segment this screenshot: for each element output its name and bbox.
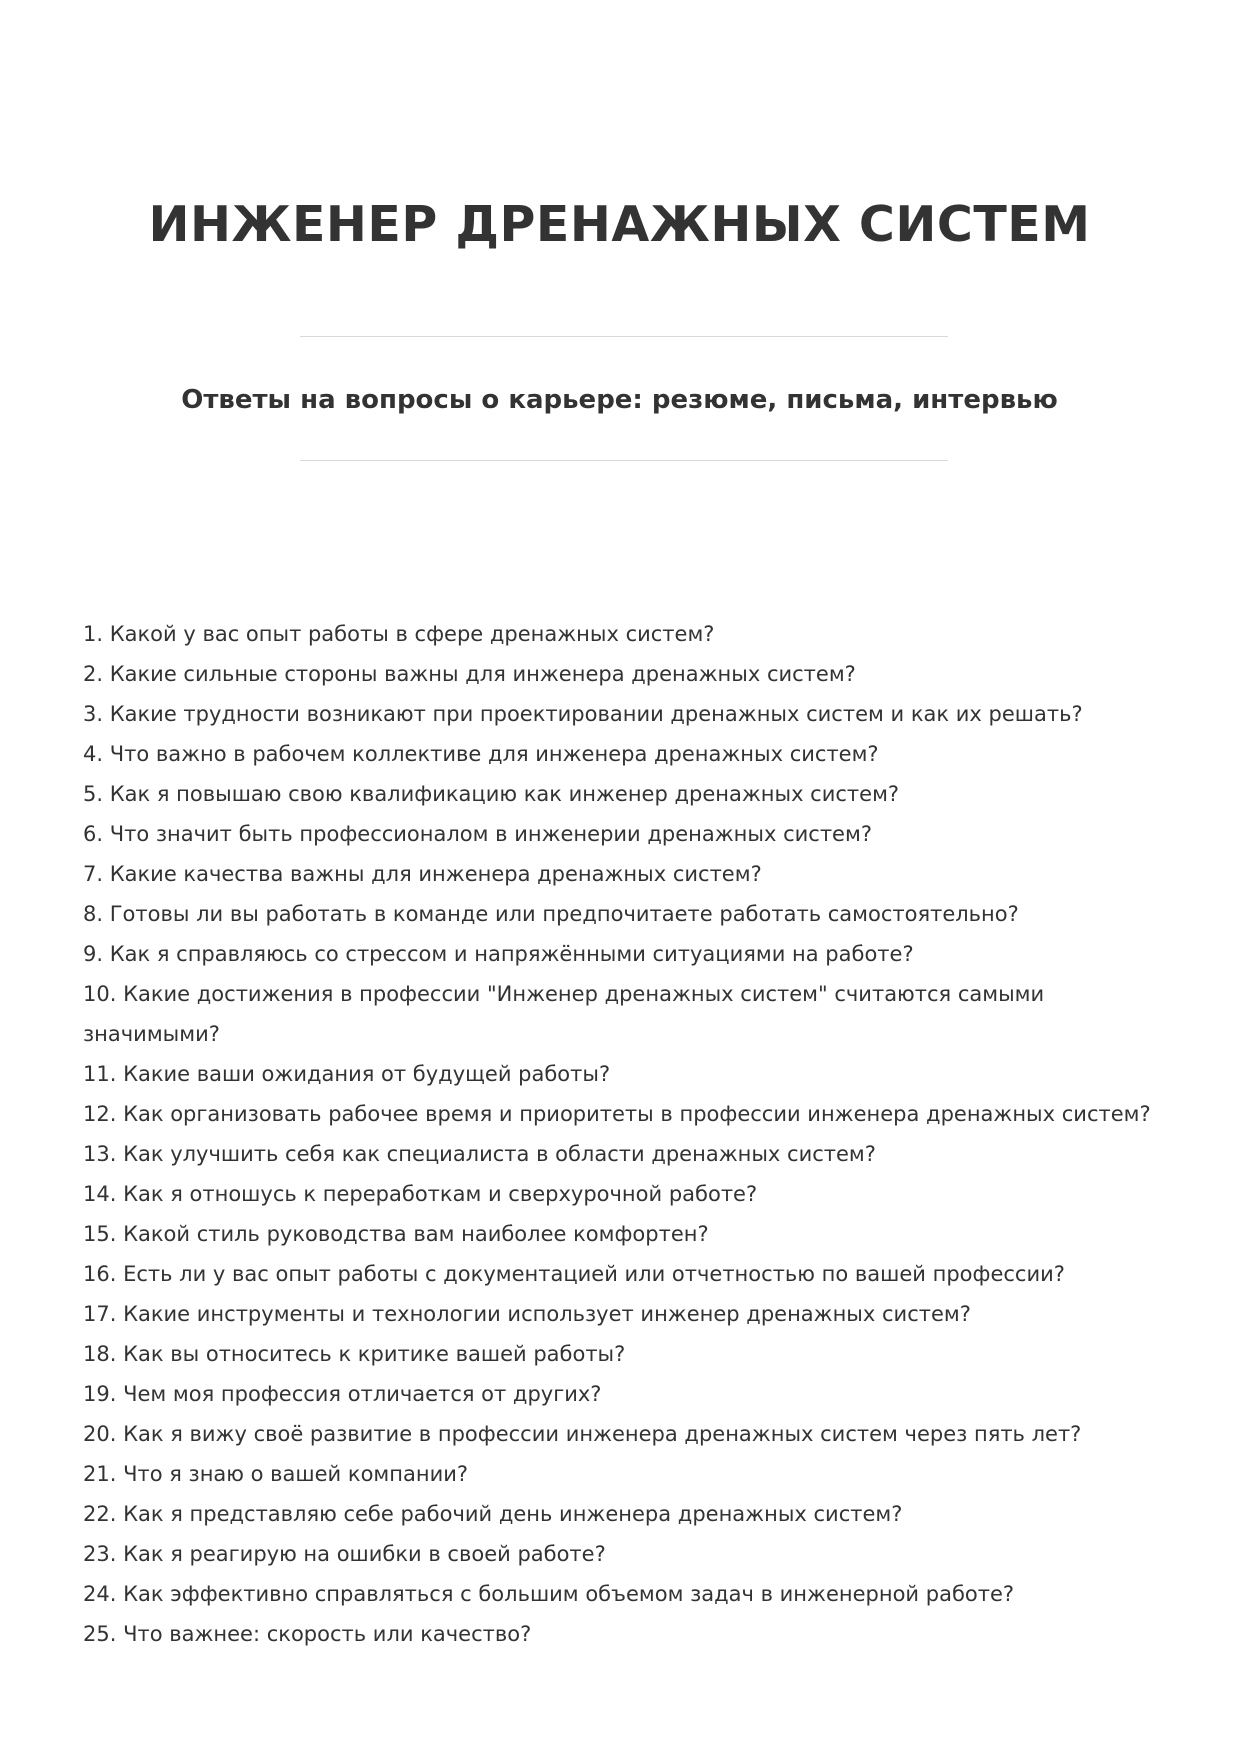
question-list <box>83 614 1163 1654</box>
subtitle-divider <box>300 460 948 461</box>
question-item: 25. Что важнее: скорость или качество? <box>83 1622 532 1646</box>
question-item: 17. Какие инструменты и технологии использует инженер дренажных систем? <box>83 1302 971 1326</box>
question-item: 4. Что важно в рабочем коллективе для инженера дренажных систем? <box>83 742 879 766</box>
question-item: 2. Какие сильные стороны важны для инженера дренажных систем? <box>83 662 856 686</box>
question-item: 6. Что значит быть профессионалом в инженерии дренажных систем? <box>83 822 872 846</box>
question-item: 19. Чем моя профессия отличается от других? <box>83 1382 602 1406</box>
question-item: 15. Какой стиль руководства вам наиболее комфортен? <box>83 1222 709 1246</box>
title-divider <box>300 336 948 337</box>
question-item: 21. Что я знаю о вашей компании? <box>83 1462 469 1486</box>
document-title: ИНЖЕНЕР ДРЕНАЖНЫХ СИСТЕМ <box>148 196 1091 253</box>
question-item: 12. Как организовать рабочее время и приоритеты в профессии инженера дренажных систем? <box>83 1102 1151 1126</box>
question-item: 14. Как я отношусь к переработкам и сверхурочной работе? <box>83 1182 758 1206</box>
question-item: 20. Как я вижу своё развитие в профессии инженера дренажных систем через пять лет? <box>83 1422 1082 1446</box>
document-subtitle: Ответы на вопросы о карьере: резюме, письма, интервью <box>181 385 1058 415</box>
question-item: 24. Как эффективно справляться с большим объемом задач в инженерной работе? <box>83 1582 1015 1606</box>
question-item: 9. Как я справляюсь со стрессом и напряжёнными ситуациями на работе? <box>83 942 914 966</box>
question-item: 23. Как я реагирую на ошибки в своей работе? <box>83 1542 606 1566</box>
question-item: 8. Готовы ли вы работать в команде или предпочитаете работать самостоятельно? <box>83 902 1019 926</box>
question-item: 11. Какие ваши ожидания от будущей работы? <box>83 1062 611 1086</box>
question-item: 1. Какой у вас опыт работы в сфере дренажных систем? <box>83 622 715 646</box>
question-item: 13. Как улучшить себя как специалиста в области дренажных систем? <box>83 1142 876 1166</box>
question-item: 7. Какие качества важны для инженера дренажных систем? <box>83 862 762 886</box>
question-item: 3. Какие трудности возникают при проектировании дренажных систем и как их решать? <box>83 702 1083 726</box>
question-item: 10. Какие достижения в профессии "Инженер дренажных систем" считаются самыми значимыми? <box>83 982 1045 1046</box>
question-item: 16. Есть ли у вас опыт работы с документацией или отчетностью по вашей профессии? <box>83 1262 1065 1286</box>
question-item: 22. Как я представляю себе рабочий день инженера дренажных систем? <box>83 1502 903 1526</box>
question-item: 18. Как вы относитесь к критике вашей работы? <box>83 1342 626 1366</box>
question-item: 5. Как я повышаю свою квалификацию как инженер дренажных систем? <box>83 782 900 806</box>
